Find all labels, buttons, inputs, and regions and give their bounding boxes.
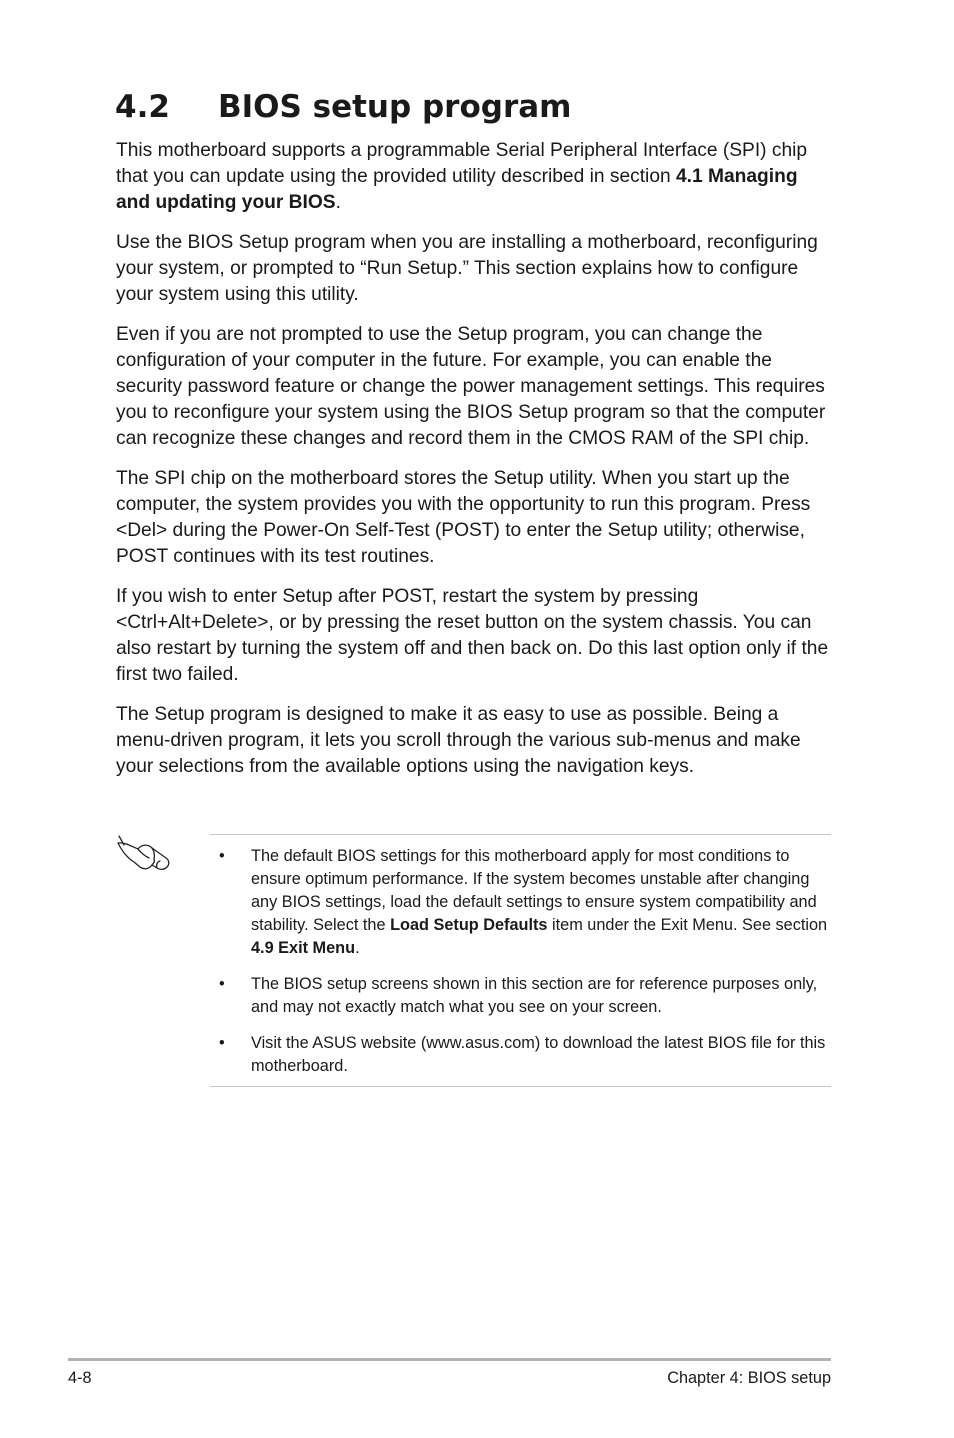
note-box bbox=[210, 834, 831, 1087]
section-reference-bios-update: 4.1 Managing and updating your BIOS bbox=[116, 166, 798, 213]
body-text bbox=[116, 138, 834, 794]
note-item-1-text: The default BIOS settings for this motherboard apply for most conditions to ensure optimum performance. If the system becomes unstable after changing any BIOS settings, load the default settings to ensure system compatibility and stability. Select the bbox=[251, 847, 817, 934]
pointing-hand-icon bbox=[116, 832, 172, 874]
bullet: • bbox=[219, 975, 225, 993]
note-item-default-settings bbox=[210, 845, 831, 960]
paragraph-4: The SPI chip on the motherboard stores the Setup utility. When you start up the computer, the system provides you with the opportunity to run this program. Press <Del> during the Power-On Self-Test (POST) to enter the Setup utility; otherwise, POST continues with its test routines. bbox=[116, 468, 811, 567]
bullet: • bbox=[219, 1034, 225, 1052]
page-number: 4-8 bbox=[68, 1369, 92, 1387]
paragraph-6: The Setup program is designed to make it as easy to use as possible. Being a menu-driven program, it lets you scroll through the various sub-menus and make your selections from the available options using the navigation keys. bbox=[116, 704, 801, 777]
section-title: BIOS setup program bbox=[218, 89, 572, 125]
section-number: 4.2 bbox=[115, 89, 170, 125]
bullet: • bbox=[219, 847, 225, 865]
paragraph-3: Even if you are not prompted to use the Setup program, you can change the configuration of your computer in the future. For example, you can enable the security password feature or change the power management settings. This requires you to reconfigure your system using the BIOS Setup program so that the computer can recognize these changes and record them in the CMOS RAM of the SPI chip. bbox=[116, 324, 826, 449]
section-reference-exit-menu: 4.9 Exit Menu bbox=[251, 939, 356, 957]
note-item-1-end: . bbox=[355, 939, 360, 957]
note-item-1-text-b: item under the Exit Menu. See section bbox=[547, 916, 828, 934]
note-item-2-text: The BIOS setup screens shown in this section are for reference purposes only, and may not exactly match what you see on your screen. bbox=[251, 975, 818, 1016]
note-item-asus-website bbox=[210, 1032, 831, 1078]
paragraph-5: If you wish to enter Setup after POST, restart the system by pressing <Ctrl+Alt+Delete>, or by pressing the reset button on the system chassis. You can also restart by turning the system off and then back on. Do this last option only if the first two failed. bbox=[116, 586, 829, 685]
paragraph-1-text: This motherboard supports a programmable Serial Peripheral Interface (SPI) chip that you can update using the provided utility described in section bbox=[116, 140, 808, 187]
paragraph-2: Use the BIOS Setup program when you are installing a motherboard, reconfiguring your system, or prompted to “Run Setup.” This section explains how to configure your system using this utility. bbox=[116, 232, 818, 305]
footer-divider bbox=[68, 1358, 831, 1361]
paragraph-1 bbox=[116, 138, 834, 216]
note-item-3-text: Visit the ASUS website (www.asus.com) to download the latest BIOS file for this motherboard. bbox=[251, 1034, 826, 1075]
note-list bbox=[210, 845, 831, 1078]
chapter-label: Chapter 4: BIOS setup bbox=[667, 1369, 831, 1387]
page-title bbox=[115, 84, 571, 130]
note-item-reference-screens bbox=[210, 973, 831, 1019]
load-setup-defaults-label: Load Setup Defaults bbox=[390, 916, 548, 934]
paragraph-1-end: . bbox=[335, 192, 341, 213]
